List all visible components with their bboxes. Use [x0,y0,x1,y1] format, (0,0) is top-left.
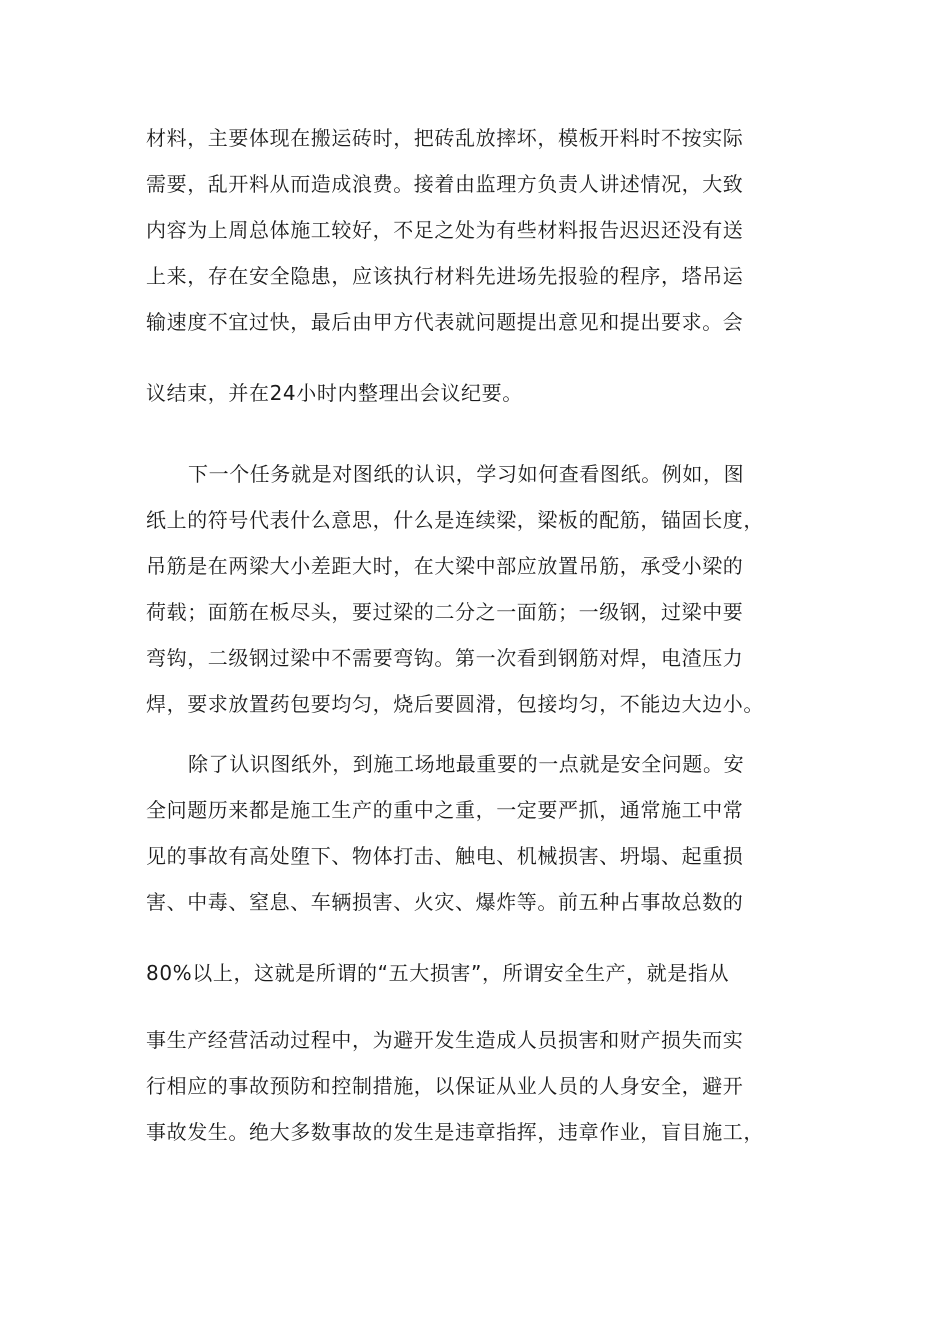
text-line: 80%以上，这就是所谓的“五大损害”，所谓安全生产，就是指从 [146,961,730,985]
paragraph-first-line: 除了认识图纸外，到施工场地最重要的一点就是安全问题。安 [188,752,745,776]
text-line: 上来，存在安全隐患，应该执行材料先进场先报验的程序，塔吊运 [146,264,744,288]
text-line: 全问题历来都是施工生产的重中之重，一定要严抓，通常施工中常 [146,798,744,822]
text-line: 需要，乱开料从而造成浪费。接着由监理方负责人讲述情况，大致 [146,172,744,196]
text-line: 荷载；面筋在板尽头，要过梁的二分之一面筋；一级钢，过梁中要 [146,600,744,624]
text-line: 事生产经营活动过程中，为避开发生造成人员损害和财产损失而实 [146,1028,744,1052]
text-line: 焊，要求放置药包要均匀，烧后要圆滑，包接均匀，不能边大边小。 [146,692,764,716]
text-line: 内容为上周总体施工较好，不足之处为有些材料报告迟迟还没有送 [146,218,744,242]
paragraph-first-line: 下一个任务就是对图纸的认识，学习如何查看图纸。例如，图 [188,462,745,486]
text-line: 事故发生。绝大多数事故的发生是违章指挥，违章作业，盲目施工， [146,1120,764,1144]
text-line: 见的事故有高处堕下、物体打击、触电、机械损害、坍塌、起重损 [146,844,744,868]
text-line: 材料，主要体现在搬运砖时，把砖乱放摔坏，模板开料时不按实际 [146,126,744,150]
text-line: 纸上的符号代表什么意思，什么是连续梁，梁板的配筋，锚固长度， [146,508,764,532]
text-line: 弯钩，二级钢过梁中不需要弯钩。第一次看到钢筋对焊，电渣压力 [146,646,744,670]
text-line: 害、中毒、窒息、车辆损害、火灾、爆炸等。前五种占事故总数的 [146,890,744,914]
text-line: 行相应的事故预防和控制措施，以保证从业人员的人身安全，避开 [146,1074,744,1098]
text-line: 吊筋是在两梁大小差距大时，在大梁中部应放置吊筋，承受小梁的 [146,554,744,578]
text-line: 输速度不宜过快，最后由甲方代表就问题提出意见和提出要求。会 [146,310,744,334]
text-line: 议结束，并在24小时内整理出会议纪要。 [146,381,523,405]
